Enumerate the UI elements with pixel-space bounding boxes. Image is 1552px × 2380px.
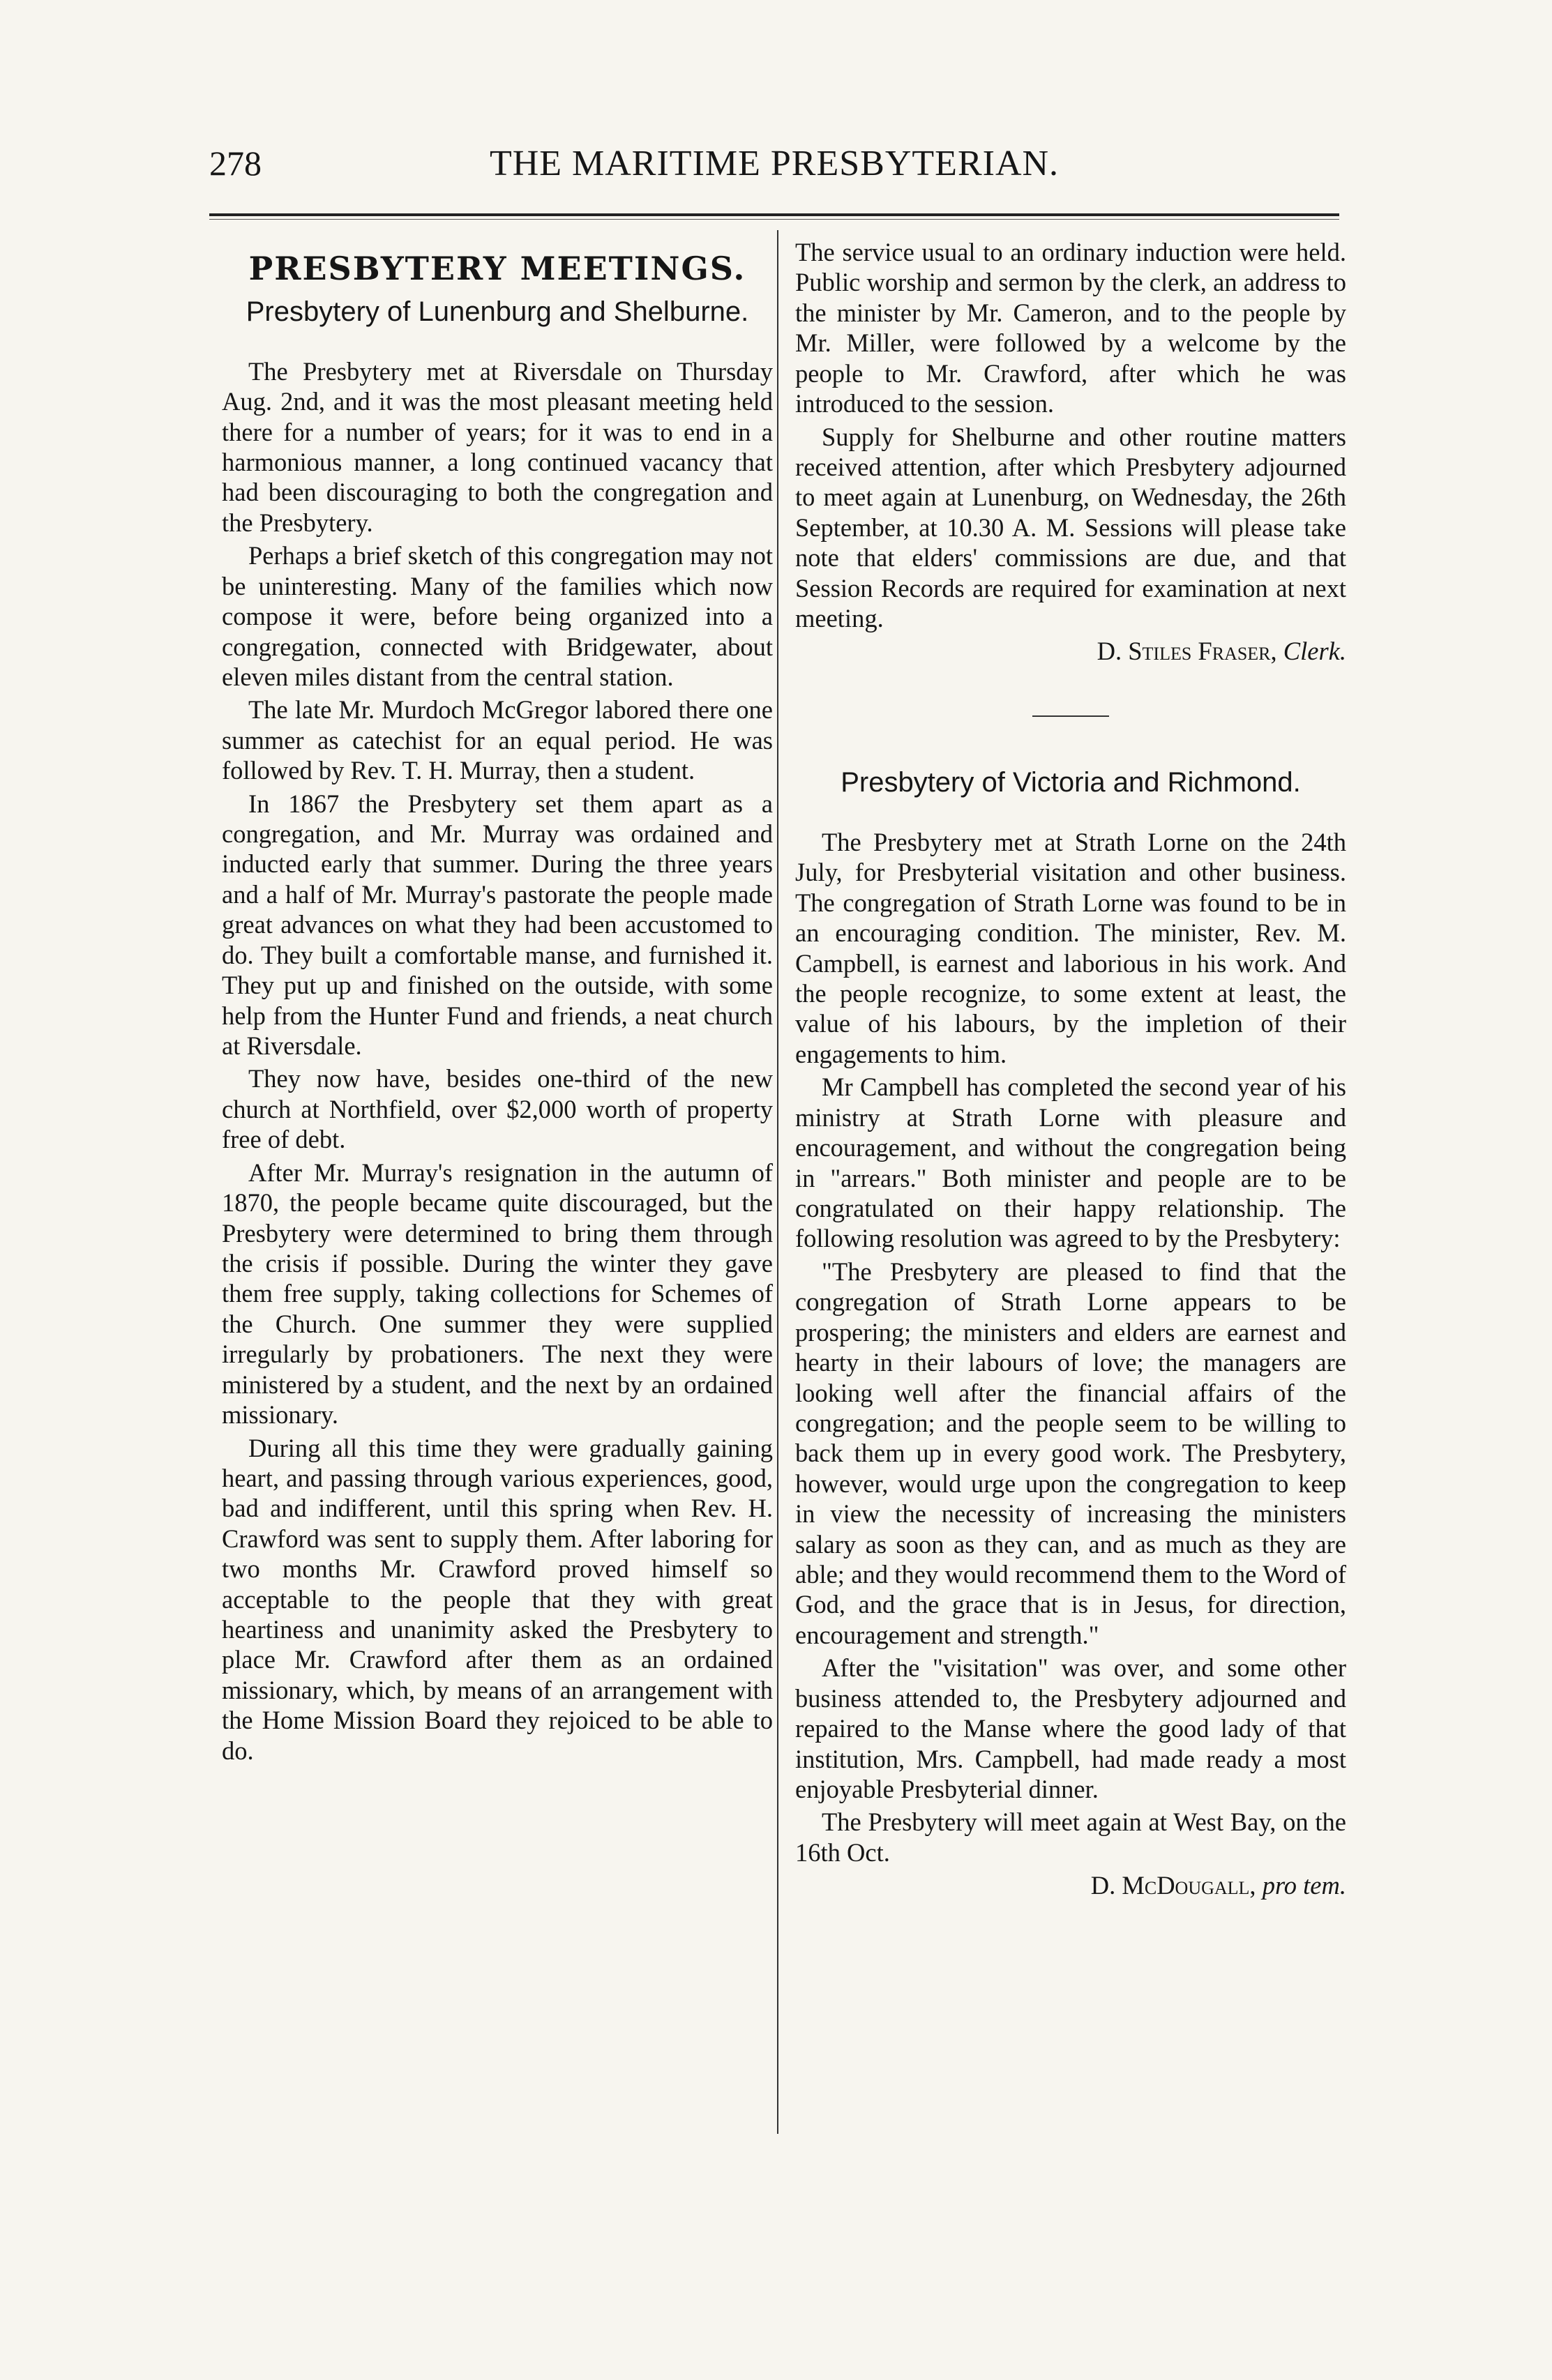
right-column	[795, 237, 1346, 1904]
page-number: 278	[209, 144, 262, 183]
paragraph: The late Mr. Murdoch McGregor labored there one summer as catechist for an equal period. He was followed by Rev. T. H. Murray, then a student.	[222, 695, 773, 785]
paragraph: After Mr. Murray's resignation in the autumn of 1870, the people became quite discouraged, but the Presbytery were determined to bring them through the crisis if possible. During the winter they gave them free supply, taking collections for Schemes of the Church. One summer they were supplied irregularly by probationers. The next they were ministered by a student, and the next by an ordained missionary.	[222, 1158, 773, 1430]
signature-clerk	[795, 636, 1346, 666]
left-column	[222, 237, 773, 1768]
paragraph: They now have, besides one-third of the new church at Northfield, over $2,000 worth of property free of debt.	[222, 1064, 773, 1154]
column-divider	[777, 230, 778, 2134]
signature-role: Clerk.	[1283, 637, 1346, 666]
paragraph: The Presbytery met at Riversdale on Thursday Aug. 2nd, and it was the most pleasant meeting held there for a number of years; for it was to end in a harmonious manner, a long continued vacancy that had been discouraging to both the congregation and the Presbytery.	[222, 356, 773, 537]
article-separator	[1032, 715, 1109, 717]
section-heading: PRESBYTERY MEETINGS.	[248, 250, 746, 287]
paragraph: The service usual to an ordinary induction were held. Public worship and sermon by the clerk, an address to the minister by Mr. Cameron, and to the people by Mr. Miller, were followed by a welcome by the people to Mr. Crawford, after which he was introduced to the session.	[795, 238, 1346, 418]
paragraph: In 1867 the Presbytery set them apart as a congregation, and Mr. Murray was ordained and inducted early that summer. During the three years and a half of Mr. Murray's pastorate the people made great advances on what they had been accustomed to do. They built a comfortable manse, and furnished it. They put up and finished on the outside, with some help from the Hunter Fund and friends, a neat church at Riversdale.	[222, 789, 773, 1061]
paragraph: Supply for Shelburne and other routine matters received attention, after which Presbytery adjourned to meet again at Lunenburg, on Wednesday, the 26th September, at 10.30 A. M. Sessions will please take note that elders' commissions are due, and that Session Records are required for examination at next meeting.	[795, 422, 1346, 633]
signature-role: pro tem.	[1262, 1871, 1346, 1900]
signature-pro-tem	[795, 1870, 1346, 1900]
article-title-victoria: Presbytery of Victoria and Richmond.	[841, 766, 1301, 798]
paragraph: Perhaps a brief sketch of this congregation may not be uninteresting. Many of the families which now compose it were, before being organized into a congregation, connected with Bridgewater, about eleven miles distant from the central station.	[222, 541, 773, 691]
paragraph: The Presbytery met at Strath Lorne on the 24th July, for Presbyterial visitation and other business. The congregation of Strath Lorne was found to be in an encouraging condition. The minister, Rev. M. Campbell, is earnest and laborious in his work. And the people recognize, to some extent at least, the value of his labours, by the impletion of their engagements to him.	[795, 827, 1346, 1068]
header-rule	[209, 213, 1339, 216]
page-header	[209, 143, 1339, 192]
signature-name: D. Stiles Fraser,	[1097, 637, 1277, 666]
paragraph: During all this time they were gradually gaining heart, and passing through various experiences, good, bad and indifferent, until this spring when Rev. H. Crawford was sent to supply them. After laboring for two months Mr. Crawford proved himself so acceptable to the people that they with great heartiness and unanimity asked the Presbytery to place Mr. Crawford after them as an ordained missionary, which, by means of an arrangement with the Home Mission Board they rejoiced to be able to do.	[222, 1433, 773, 1765]
paragraph: After the "visitation" was over, and some other business attended to, the Presbytery adjourned and repaired to the Manse where the good lady of that institution, Mrs. Campbell, had made ready a most enjoyable Presbyterial dinner.	[795, 1653, 1346, 1803]
paragraph: The Presbytery will meet again at West Bay, on the 16th Oct.	[795, 1807, 1346, 1867]
signature-name: D. McDougall,	[1090, 1871, 1256, 1900]
paragraph: Mr Campbell has completed the second year of his ministry at Strath Lorne with pleasure and encouragement, and without the congregation being in "arrears." Both minister and people are to be congratulated on their happy relationship. The following resolution was agreed to by the Presbytery:	[795, 1072, 1346, 1253]
running-title: THE MARITIME PRESBYTERIAN.	[489, 144, 1060, 183]
header-rule-thin	[209, 219, 1339, 220]
article-title-lunenburg: Presbytery of Lunenburg and Shelburne.	[246, 296, 749, 327]
paragraph: "The Presbytery are pleased to find that the congregation of Strath Lorne appears to be prospering; the ministers and elders are earnest and hearty in their labours of love; the managers are looking well after the financial affairs of the congregation; and the people seem to be willing to back them up in every good work. The Presbytery, however, would urge upon the congregation to keep in view the necessity of increasing the ministers salary as soon as they can, and as much as they are able; and they would recommend them to the Word of God, and the grace that is in Jesus, for direction, encouragement and strength."	[795, 1257, 1346, 1649]
